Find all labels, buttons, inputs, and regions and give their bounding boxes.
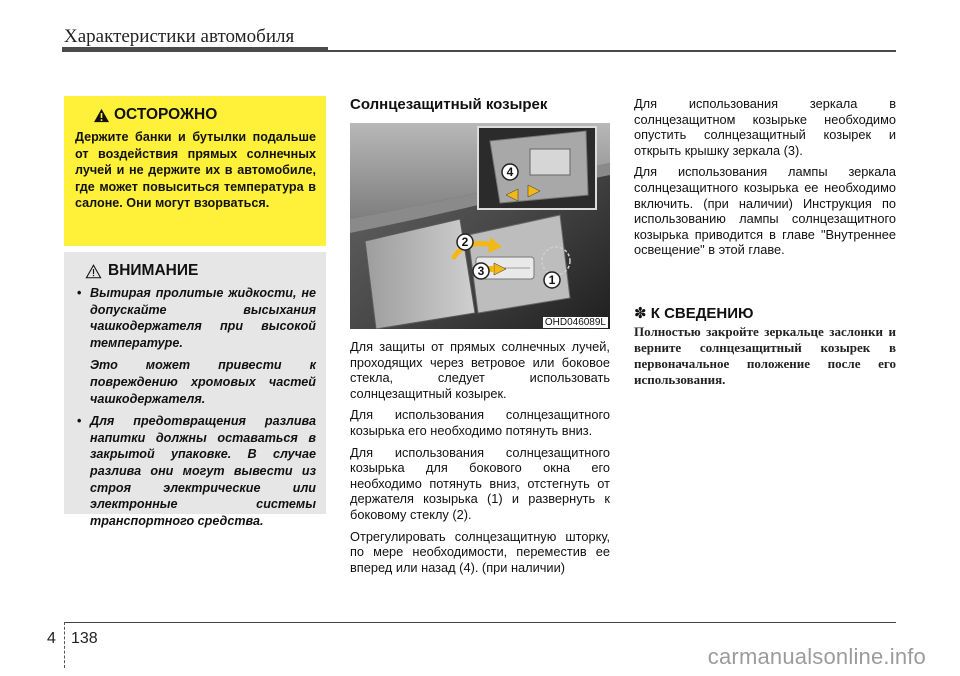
header-rule [62, 50, 896, 52]
sunvisor-heading: Солнцезащитный козырек [350, 96, 548, 113]
caution-header [85, 262, 316, 280]
sunvisor-text-continued [634, 96, 896, 264]
info-text: Полностью закройте зеркальце заслонки и верните солнцезащитный козырек в первоначальное положение после его использования. [634, 324, 896, 387]
callout-3-label: 3 [477, 264, 485, 278]
paragraph: Для использования солнцезащитного козырька для бокового окна его необходимо потянуть вниз, отстегнуть от держателя козырька (1) и развернуть к боковому стеклу (2). [350, 444, 610, 522]
watermark: carmanualsonline.info [707, 644, 926, 669]
caution-item-text: Для предотвращения разлива напитки должны оставаться в закрытой упаковке. В случае разлива они могут вывести из строя электрические или электронные системы транспортного средства. [90, 414, 316, 528]
callout-1-label: 1 [548, 273, 556, 287]
info-header [634, 304, 754, 322]
paragraph: Отрегулировать солнцезащитную шторку, по мере необходимости, переместив ее вперед или назад (4). (при наличии) [350, 528, 610, 575]
footer-rule [64, 622, 896, 623]
caution-item [75, 357, 316, 407]
paragraph: Для использования зеркала в солнцезащитном козырьке необходимо опустить солнцезащитный козырек и открыть крышку зеркала (3). [634, 96, 896, 158]
sunvisor-text [350, 339, 610, 581]
sunvisor-illustration [350, 123, 610, 329]
figure-caption: OHD046089L [544, 317, 606, 328]
warning-text: Держите банки и бутылки подальше от воздействия прямых солнечных лучей и не держите их в автомобиле, где может повыситься температура в салоне. Они могут взорваться. [75, 130, 316, 211]
paragraph: Для использования солнцезащитного козырька его необходимо потянуть вниз. [350, 407, 610, 438]
sunvisor-figure [350, 123, 610, 329]
caution-title: ВНИМАНИЕ [108, 262, 199, 279]
caution-item-text: Вытирая пролитые жидкости, не допускайте высыхания чашкодержателя при высокой температуре. [90, 286, 316, 350]
warning-title: ОСТОРОЖНО [114, 106, 218, 123]
info-star-icon: ✽ [634, 305, 647, 322]
footer-divider [64, 622, 65, 668]
paragraph: Для защиты от прямых солнечных лучей, проходящих через ветровое или боковое стекла, следует использовать солнцезащитный козырек. [350, 339, 610, 401]
caution-item-text: Это может привести к повреждению хромовых частей чашкодержателя. [90, 358, 316, 406]
info-title: К СВЕДЕНИЮ [650, 305, 754, 322]
chapter-number: 4 [47, 630, 56, 647]
caution-box [64, 252, 326, 528]
caution-item [75, 285, 316, 351]
warning-box [64, 96, 326, 246]
warning-header [93, 106, 316, 124]
page-header-title: Характеристики автомобиля [64, 26, 295, 47]
warning-triangle-icon [93, 108, 110, 123]
callout-4-label: 4 [506, 165, 514, 179]
caution-triangle-icon [85, 264, 102, 279]
page-number: 138 [71, 630, 98, 647]
caution-item [75, 413, 316, 529]
caution-bullet: • [77, 286, 82, 300]
caution-bullet: • [77, 414, 82, 429]
paragraph: Для использования лампы зеркала солнцезащитного козырька ее необходимо включить. (при наличии) Инструкция по использованию лампы солнцезащитного козырька приводится в главе "Внутреннее освещение" в этой главе. [634, 164, 896, 258]
callout-2-label: 2 [461, 235, 469, 249]
